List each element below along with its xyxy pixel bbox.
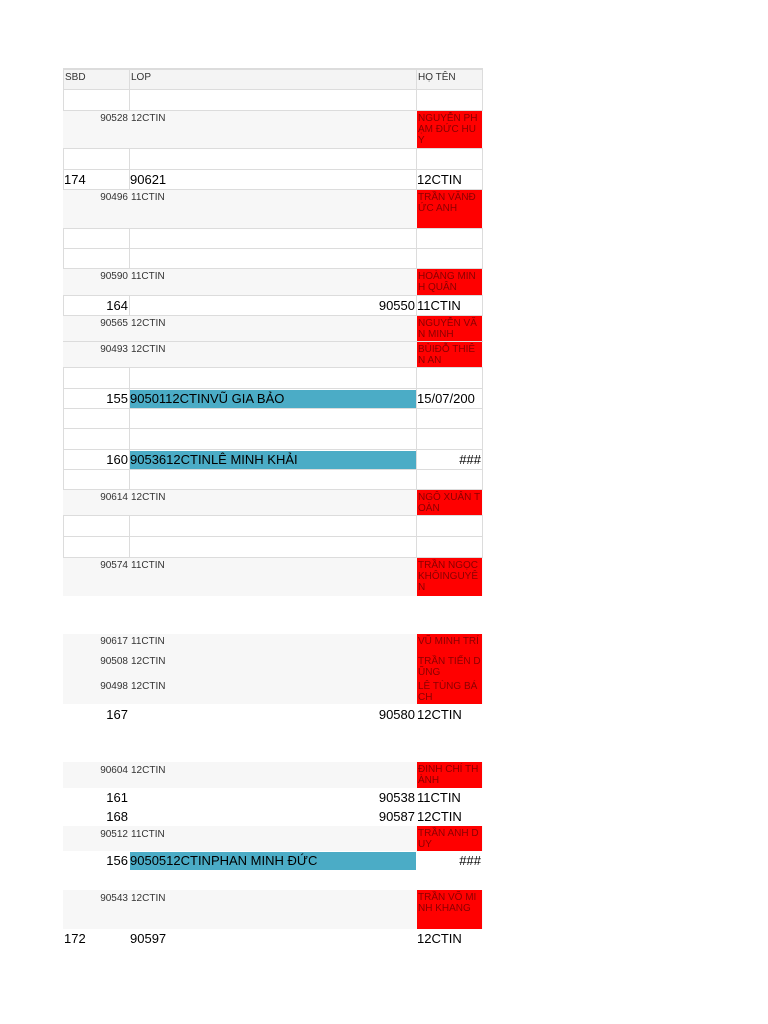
cell-name-highlighted: TRẦN ANH DUY — [417, 826, 482, 851]
cell-sbd: 90621 — [130, 172, 167, 187]
gridline — [63, 536, 483, 537]
cell-lop: 11CTIN — [131, 192, 165, 203]
gridline — [63, 515, 483, 516]
gridline — [63, 148, 483, 149]
cell-sbd: 90604 — [100, 765, 128, 776]
cell-sbd: 90498 — [100, 681, 128, 692]
cell-name-highlighted: ĐINH CHÍ THÀNH — [417, 762, 482, 788]
cell-lop: 12CTIN — [417, 809, 462, 824]
cell-merged-highlighted: 9053612CTINLÊ MINH KHẢI — [130, 451, 416, 469]
cell-lop: 11CTIN — [131, 636, 165, 647]
cell-number: 156 — [106, 853, 128, 868]
gridline — [63, 469, 483, 470]
cell-sbd: 90538 — [378, 790, 415, 805]
cell-name-highlighted: NGUYỄN VĂN MINH — [417, 316, 482, 341]
cell-name-highlighted: LÊ TÙNG BÁCH — [417, 679, 482, 704]
cell-lop: 11CTIN — [131, 560, 165, 571]
gridline — [63, 449, 483, 450]
cell-sbd: 90617 — [100, 636, 128, 647]
cell-lop: 12CTIN — [417, 707, 462, 722]
cell-lop: 11CTIN — [417, 298, 461, 313]
cell-number: 174 — [64, 172, 86, 187]
cell-lop: 12CTIN — [131, 113, 166, 124]
gridline — [63, 408, 483, 409]
cell-number: 167 — [106, 707, 128, 722]
cell-number: 160 — [106, 452, 128, 467]
gridline — [63, 89, 483, 90]
gridline — [63, 228, 483, 229]
cell-lop: 12CTIN — [131, 344, 166, 355]
cell-name-highlighted: TRẦN TIẾN DŨNG — [418, 656, 481, 678]
cell-date: 15/07/200 — [417, 391, 475, 406]
cell-lop: 11CTIN — [417, 790, 461, 805]
cell-sbd: 90597 — [130, 931, 167, 946]
cell-lop: 12CTIN — [131, 656, 166, 667]
cell-sbd: 90574 — [100, 560, 128, 571]
cell-lop: 12CTIN — [131, 893, 166, 904]
cell-sbd: 90512 — [100, 829, 128, 840]
gridline — [63, 295, 483, 296]
cell-sbd: 90614 — [100, 492, 128, 503]
cell-sbd: 90496 — [100, 192, 128, 203]
cell-number: 164 — [106, 298, 128, 313]
cell-lop: 12CTIN — [131, 765, 166, 776]
cell-name-highlighted: VŨ MINH TRÍ — [417, 634, 482, 654]
cell-number: 172 — [64, 931, 86, 946]
cell-merged-highlighted: 9050112CTINVŨ GIA BẢO — [130, 390, 416, 408]
cell-name-highlighted: BÙIĐỖ THIÊN AN — [417, 342, 482, 367]
gridline — [63, 388, 483, 389]
cell-number: 168 — [106, 809, 128, 824]
cell-name-highlighted: TRẦN VÕ MINH KHANG — [417, 890, 482, 929]
cell-sbd: 90580 — [378, 707, 415, 722]
cell-lop: 12CTIN — [417, 931, 462, 946]
cell-date-overflow: ### — [459, 853, 481, 868]
cell-sbd: 90587 — [378, 809, 415, 824]
cell-name-highlighted: NGÔ XUÂN TOÀN — [418, 492, 481, 514]
cell-lop: 12CTIN — [131, 318, 166, 329]
cell-sbd: 90493 — [100, 344, 128, 355]
cell-lop: 12CTIN — [131, 681, 166, 692]
gridline — [63, 248, 483, 249]
gridline — [63, 169, 483, 170]
header-sbd: SBD — [64, 70, 129, 89]
cell-date-overflow: ### — [459, 452, 481, 467]
cell-name-highlighted: HOÀNG MINH QUÂN — [417, 269, 482, 295]
header-lop: LOP — [130, 70, 416, 89]
header-ho-ten: HỌ TÊN — [417, 70, 482, 89]
cell-lop: 11CTIN — [131, 271, 165, 282]
cell-merged-highlighted: 9050512CTINPHAN MINH ĐỨC — [130, 852, 416, 870]
cell-number: 155 — [106, 391, 128, 406]
cell-name-highlighted: NGUYỄN PHẠM ĐỨC HUY — [417, 111, 482, 148]
cell-lop: 12CTIN — [417, 172, 462, 187]
cell-sbd: 90528 — [100, 113, 128, 124]
cell-sbd: 90565 — [100, 318, 128, 329]
cell-name-highlighted: TRẦN VĂNĐỨC ANH — [417, 190, 482, 228]
cell-sbd: 90543 — [100, 893, 128, 904]
gridline — [63, 428, 483, 429]
cell-sbd: 90590 — [100, 271, 128, 282]
cell-name-highlighted: TRẦN NGỌC KHÔINGUYÊN — [417, 558, 482, 596]
cell-lop: 11CTIN — [131, 829, 165, 840]
gridline — [63, 367, 483, 368]
cell-sbd: 90550 — [378, 298, 415, 313]
cell-lop: 12CTIN — [131, 492, 166, 503]
cell-number: 161 — [106, 790, 128, 805]
cell-sbd: 90508 — [100, 656, 128, 667]
